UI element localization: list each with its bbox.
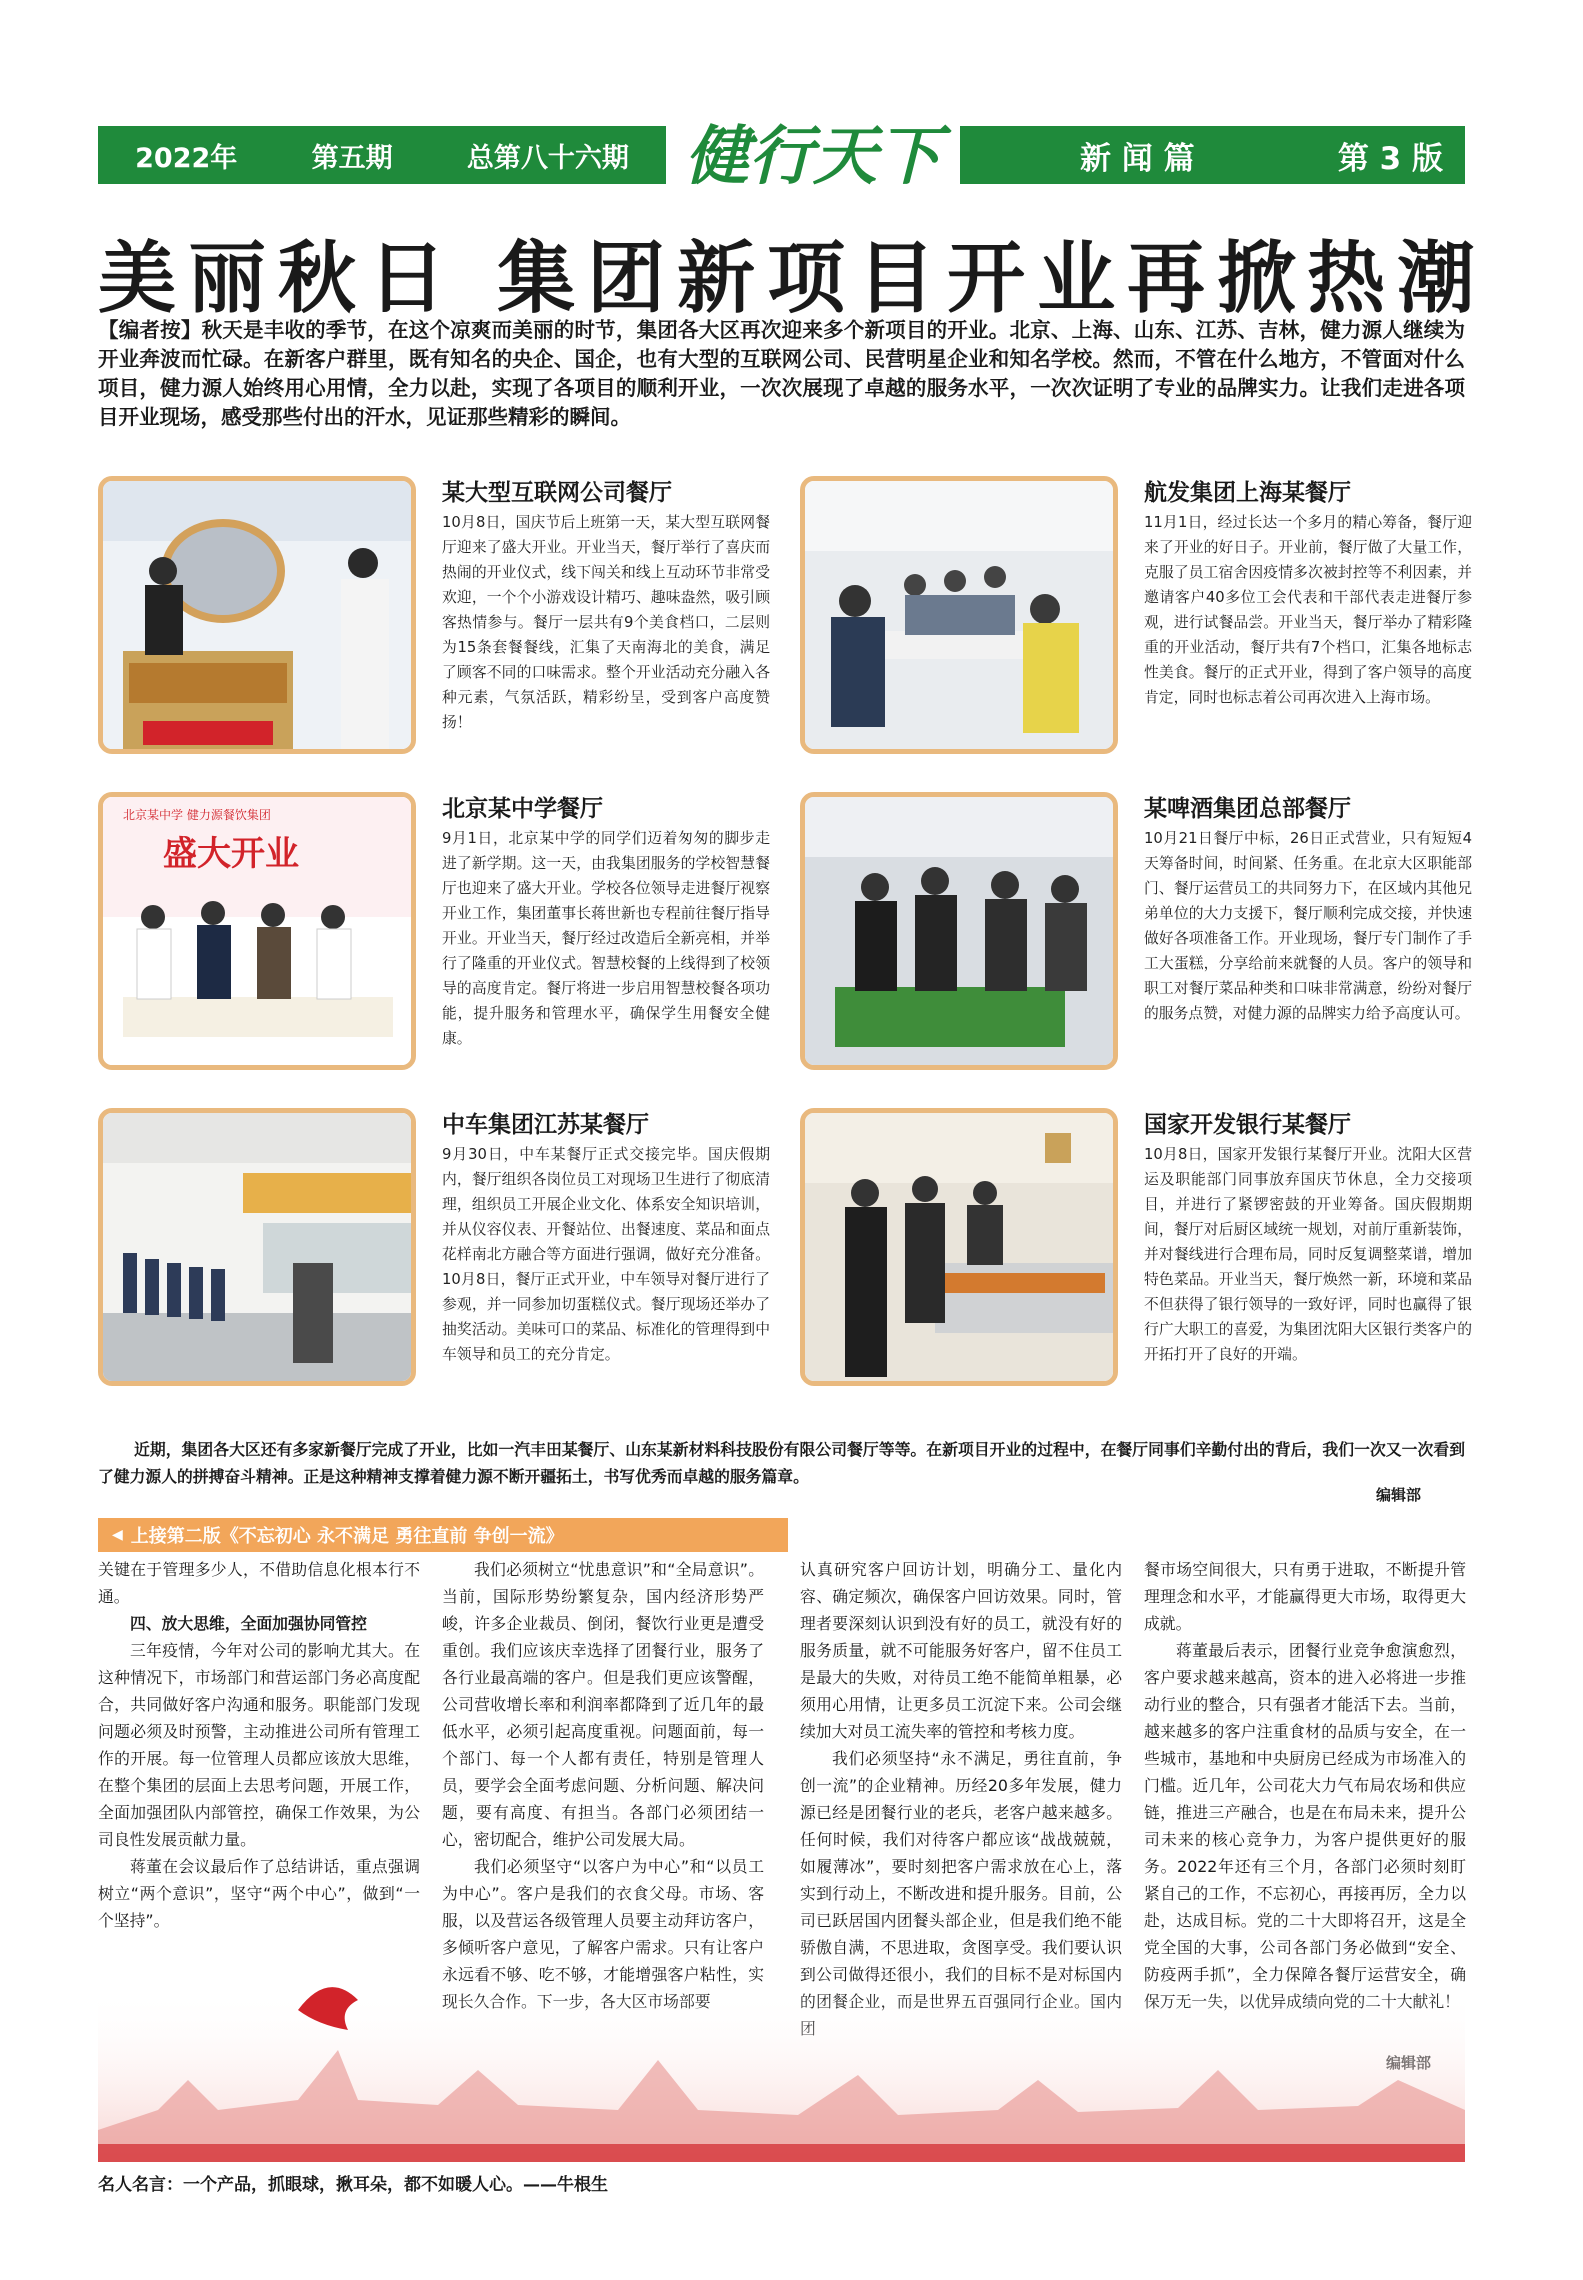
col2-para-2: 我们必须坚守“以客户为中心”和“以员工为中心”。客户是我们的衣食父母。市场、客服，以及营运各级管理人员要主动拜访客户，多倾听客户意见，了解客户需求。只有让客户永远看不够、吃不够，才能增强客户粘性，实 [442,1857,764,1984]
card-text-brewery: 10月21日餐厅中标，26日正式营业，只有短短4天筹备时间，时间紧、任务重。在北京大区职能部门、餐厅运营员工的共同努力下，在区域内其他兄弟单位的大力支援下，餐厅顺利完成交接，并快速做好各项准备工作。开业现场，餐厅专门制作了手工大蛋糕，分享给前来就餐的人员。客户的领导和职工对餐厅菜品种类和口味非常满意，纷纷对餐厅的服务点赞，对健力源的品牌实力给予高度认可。 [1144,830,1472,1022]
page-headline: 美丽秋日 集团新项目开业再掀热潮 [98,233,1488,324]
col3-para-2: 我们必须坚持“永不满足，勇往直前，争创一流”的企业精神。历经20多年发展，健力源已经是团餐行业的老兵，老客户越来越多。任何时候，我们对待客户都应该“战战兢兢，如履薄冰”，要时刻把客户需求放在心上，落实到行动上，不断改进和提升服务。目前，公司已跃居国内团餐头部企业，但是我们绝不能骄傲自满，不思进取，贪图享受。我们要认识到公司做得还很小，我们的目标不是对标国内 [800,1749,1122,1984]
continuation-column-1 [98,1556,420,1934]
card-title-cdb: 国家开发银行某餐厅 [1144,1112,1351,1138]
decorative-skyline-graphic [98,1930,1465,2162]
issue-number: 第五期 [311,142,393,174]
page-number: 第 3 版 [1337,140,1443,177]
col1-para-3: 蒋董在会议最后作了总结讲话，重点强调树立“两个意识”，坚守“两个中心”，做到“一个坚持”。 [98,1857,420,1930]
photo-internet-company-opening [98,476,416,754]
photo-aero-engine-opening [800,476,1118,754]
header-issue-bar [98,126,666,184]
banner-grand-opening: 盛大开业 [163,834,299,874]
card-text-school: 9月1日，北京某中学的同学们迈着匆匆的脚步走进了新学期。这一天，由我集团服务的学校智慧餐厅也迎来了盛大开业。学校各位领导走进餐厅视察开业工作，集团董事长蒋世新也专程前往餐厅指导开业。开业当天，餐厅经过改造后全新亮相，并举行了隆重的开业仪式。智慧校餐的上线得到了校领导的高度肯定。餐厅将进一步启用智慧校餐各项功能，提升服务和管理水平，确保学生用餐安全健康。 [442,830,770,1047]
card-text-crrc: 9月30日，中车某餐厅正式交接完毕。国庆假期内，餐厅组织各岗位员工对现场卫生进行了彻底清理，组织员工开展企业文化、体系安全知识培训，并从仪容仪表、开餐站位、出餐速度、菜品和面点花样南北方融合等方面进行强调，做好充分准备。10月8日，餐厅正式开业，中车领导对餐厅进行了参观，并一同参加切蛋糕仪式。餐厅现场还举办了抽奖活动。美味可口的菜品、标准化的管理得到中车领导和员工的充分肯定。 [442,1146,770,1363]
card-text-internet-company: 10月8日，国庆节后上班第一天，某大型互联网餐厅迎来了盛大开业。开业当天，餐厅举行了喜庆而热闹的开业仪式，线下闯关和线上互动环节非常受欢迎，一个个小游戏设计精巧、趣味盎然，吸引顾客热情参与。餐厅一层共有9个美食档口，二层则为15条套餐餐线，汇集了天南海北的美食，满足了顾客不同的口味需求。整个开业活动充分融入各种元素，气氛活跃，精彩纷呈，受到客户高度赞扬！ [442,514,770,731]
card-title-brewery: 某啤酒集团总部餐厅 [1144,796,1351,822]
footer-quote: 名人名言：一个产品，抓眼球，揪耳朵，都不如暖人心。——牛根生 [98,2175,608,2195]
header-section-bar [960,126,1465,184]
col3-para-1: 认真研究客户回访计划，明确分工、量化内容、确定频次，确保客户回访效果。同时，管理者要深刻认识到没有好的员工，就没有好的服务质量，就不可能服务好客户，留不住员工是最大的失败，对待员工绝不能简单粗暴，必须用心用情，让更多员工沉淀下来。公司会继续加大对员工流失率的管控和考核力度。 [800,1560,1122,1741]
continuation-banner [98,1518,788,1552]
col2-para-1: 我们必须树立“忧患意识”和“全局意识”。当前，国际形势纷繁复杂，国内经济形势严峻，许多企业裁员、倒闭，餐饮行业更是遭受重创。我们应该庆幸选择了团餐行业，服务了各行业最高端的客户。但是我们更应该警醒，公司营收增长率和利润率都降到了近几年的最低水平，必须引起高度重视。问题面前，每一个部门、每一个人都有责任，特别是管理人员，要学会全面考虑问题、分析问题、解决问题，要有高度、有担当。各部门必须团结一心，密切配合，维护公司发展大局。 [442,1560,764,1849]
photo-cdb-opening [800,1108,1118,1386]
newspaper-logo [672,108,954,204]
photo-crrc-opening [98,1108,416,1386]
col1-subheading: 四、放大思维，全面加强协同管控 [130,1614,367,1633]
card-text-cdb: 10月8日，国家开发银行某餐厅开业。沈阳大区营运及职能部门同事放弃国庆节休息，全力交接项目，并进行了紧锣密鼓的开业筹备。国庆假期期间，餐厅对后厨区域统一规划，对前厅重新装饰，并对餐线进行合理布局，同时反复调整菜谱，增加特色菜品。开业当天，餐厅焕然一新，环境和菜品不但获得了银行领导的一致好评，同时也赢得了银行广大职工的喜爱，为集团沈阳大区银行类客户的开拓打开了良好的开端。 [1144,1146,1472,1363]
banner-sign: 北京某中学 健力源餐饮集团 [123,808,271,822]
closing-paragraph: 近期，集团各大区还有多家新餐厅完成了开业，比如一汽丰田某餐厅、山东某新材料科技股份有限公司餐厅等等。在新项目开业的过程中，在餐厅同事们辛勤付出的背后，我们一次又一次看到了健力源人的拼搏奋斗精神。正是这种精神支撑着健力源不断开疆拓土，书写优秀而卓越的服务篇章。 [98,1440,1465,1486]
card-title-aero-engine: 航发集团上海某餐厅 [1144,480,1351,506]
logo-text: 健行天下 [685,119,941,194]
card-title-school: 北京某中学餐厅 [442,796,603,822]
issue-total: 总第八十六期 [466,142,629,174]
continuation-label: 上接第二版《不忘初心 永不满足 勇往直前 争创一流》 [130,1526,564,1547]
col1-para-1: 关键在于管理多少人，不借助信息化根本行不通。 [98,1560,420,1606]
col4-para-2: 蒋董最后表示，团餐行业竞争愈演愈烈，客户要求越来越高，资本的进入必将进一步推动行业的整合，只有强者才能活下去。当前，越来越多的客户注重食材的品质与安全，在一些城市，基地和中央厨房已经成为市场准入的门槛。近几年，公司花大力气布局农场和供应链，推进三产融合，也是在布局未来，提升公司未来的核心竞争力，为客户提供更好的服务。2022年还有三个月，各部门必须时刻盯紧自己的工作，不忘初心，再接再厉，全力以赴，达成目标。党的二十大即将召开，这是全党全国的大事，公司各部门务必做到“安全、防疫两手抓”，全力保障各餐厅运营安全，确 [1144,1641,1466,1984]
photo-school-opening [98,792,416,1070]
editor-note: 【编者按】秋天是丰收的季节，在这个凉爽而美丽的时节，集团各大区再次迎来多个新项目的开业。北京、上海、山东、江苏、吉林，健力源人继续为开业奔波而忙碌。在新客户群里，既有知名的央企、国企，也有大型的互联网公司、民营明星企业和知名学校。然而，不管在什么地方，不管面对什么项目，健力源人始终用心用情，全力以赴，实现了各项目的顺利开业，一次次展现了卓越的服务水平，一次次证明了专业的品牌实力。让我们走进各项目开业现场，感受那些付出的汗水，见证那些精彩的瞬间。 [98,318,1465,429]
card-title-crrc: 中车集团江苏某餐厅 [442,1112,649,1138]
col4-para-1: 餐市场空间很大，只有勇于进取，不断提升管理理念和水平，才能赢得更大市场，取得更大成就。 [1144,1560,1466,1633]
card-text-aero-engine: 11月1日，经过长达一个多月的精心筹备，餐厅迎来了开业的好日子。开业前，餐厅做了大量工作，克服了员工宿舍因疫情多次被封控等不利因素，并邀请客户40多位工会代表和干部代表走进餐厅参观，进行试餐品尝。开业当天，餐厅举办了精彩隆重的开业活动，餐厅共有7个档口，汇集各地标志性美食。餐厅的正式开业，得到了客户领导的高度肯定，同时也标志着公司再次进入上海市场。 [1144,514,1472,706]
section-name: 新 闻 篇 [1080,140,1195,177]
signature-editorial: 编辑部 [1376,1486,1422,1504]
triangle-left-icon: ◀ [112,1527,123,1543]
photo-brewery-opening [800,792,1118,1070]
issue-year: 2022年 [135,142,238,174]
card-title-internet-company: 某大型互联网公司餐厅 [442,480,672,506]
col1-para-2: 三年疫情，今年对公司的影响尤其大。在这种情况下，市场部门和营运部门务必高度配合，共同做好客户沟通和服务。职能部门发现问题必须及时预警，主动推进公司所有管理工作的开展。每一位管理人员都应该放大思维，在整个集团的层面上去思考问题，开展工作，全面加强团队内部管控，确保工作效果，为公司良性发展贡献力量。 [98,1641,420,1849]
